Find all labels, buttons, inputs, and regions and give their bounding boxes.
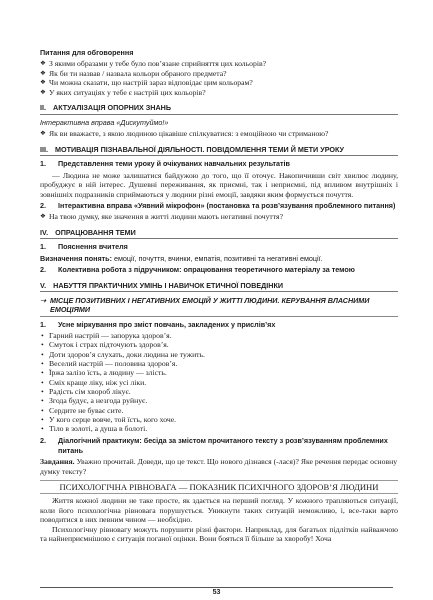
- subsection-number: 1.: [40, 159, 46, 169]
- task-line: [40, 457, 398, 476]
- subsection-title: Представлення теми уроку й очікуваних навчальних результатів: [58, 159, 290, 169]
- proverb-item: • Сердите не буває сите.: [40, 406, 398, 415]
- exercise-title: Інтерактивна вправа «Дискутуймо!»: [40, 117, 169, 127]
- section-number: IV.: [40, 227, 49, 237]
- arrow-icon: ➝: [40, 295, 47, 305]
- proverb-item: • Тіло в золоті, а душа в болоті.: [40, 424, 398, 433]
- subsection-heading: [40, 265, 398, 274]
- proverb-item: • Веселий настрій — половина здоров’я.: [40, 359, 398, 368]
- proverb-item: • Радість сім хвороб лікує.: [40, 387, 398, 396]
- subsection-title: Інтерактивна вправа «Уявний мікрофон» (постановка та розв’язування проблемного питання): [58, 201, 396, 211]
- subsection-heading: [40, 201, 398, 210]
- section-heading-2: [40, 103, 398, 114]
- section-title: ОПРАЦЮВАННЯ ТЕМИ: [55, 227, 136, 237]
- proverb-item: • Їржа залізо їсть, а людину — злість.: [40, 368, 398, 377]
- subsection-title: Усне міркування про зміст повчань, закладених у прислів’ях: [58, 319, 276, 329]
- page-number: 53: [212, 589, 221, 596]
- subsection-heading: [40, 242, 398, 251]
- subsection-number: 1.: [40, 242, 46, 252]
- discussion-question: ❖ З якими образами у тебе було пов’язане сприйняття цих кольорів?: [40, 59, 398, 69]
- section-heading-3: [40, 145, 398, 156]
- proverb-list: [40, 331, 398, 433]
- discussion-question: ❖ У яких ситуаціях у тебе є настрій цих кольорів?: [40, 88, 398, 98]
- definitions-line: [40, 254, 398, 263]
- subsection-title: Діалогічний практикум: бесіда за змістом прочитаного тексту з розв’язуванням проблемних питань: [58, 436, 388, 455]
- subsection-number: 2.: [40, 265, 46, 275]
- section-number: III.: [40, 144, 48, 154]
- proverb-item: • Згода будує, а незгода руйнує.: [40, 396, 398, 405]
- section-title: МОТИВАЦІЯ ПІЗНАВАЛЬНОЇ ДІЯЛЬНОСТІ. ПОВІДОМЛЕННЯ ТЕМИ Й МЕТИ УРОКУ: [55, 144, 345, 154]
- subsection-number: 2.: [40, 201, 46, 211]
- problem-question: ❖ На твою думку, яке значення в житті людини мають негативні почуття?: [40, 212, 398, 222]
- body-paragraph: Життя кожної людини не таке просте, як здається на перший погляд. У кожного трапляються ситуації, коли його психологічна рівновага порушується. Уникнути таких ситуацій неможливо, і, все-таки варто поводитися в них певним чином — необхідно.: [40, 496, 398, 525]
- subsection-number: 2.: [40, 436, 46, 446]
- topic-heading: [40, 296, 398, 317]
- proverb-item: • Смуток і страх підточують здоров’я.: [40, 340, 398, 349]
- text-title: ПСИХОЛОГІЧНА РІВНОВАГА — ПОКАЗНИК ПСИХІЧНОГО ЗДОРОВ’Я ЛЮДИНИ: [40, 480, 398, 494]
- section-title: АКТУАЛІЗАЦІЯ ОПОРНИХ ЗНАНЬ: [53, 103, 172, 113]
- definitions-text: емоції, почуття, вчинки, емпатія, позитивні та негативні емоції.: [111, 253, 323, 263]
- subsection-heading: [40, 436, 398, 455]
- proverb-item: • Гарний настрій — запорука здоров’я.: [40, 331, 398, 340]
- discussion-heading: Питання для обговорення: [40, 48, 134, 57]
- page-content: [40, 48, 398, 544]
- discussion-questions: [40, 59, 398, 97]
- section-number: V.: [40, 280, 47, 290]
- task-label: Завдання.: [40, 457, 75, 467]
- proverb-item: • Доти здоров’я слухать, доки людина не тужить.: [40, 350, 398, 359]
- discussion-question: ❖ Чи можна сказати, що настрій зараз відповідає цим кольорам?: [40, 78, 398, 88]
- subsection-title: Колективна робота з підручником: опрацювання теоретичного матеріалу за темою: [58, 265, 355, 275]
- definitions-label: Визначення понять:: [40, 253, 112, 263]
- subsection-title: Пояснення вчителя: [58, 242, 128, 252]
- discussion-question: ❖ Як би ти назвав / назвала кольори обраного предмета?: [40, 69, 398, 79]
- proverb-item: • Сміх краще ліку, ніж усі ліки.: [40, 378, 398, 387]
- section-heading-4: [40, 228, 398, 239]
- subsection-number: 1.: [40, 319, 46, 329]
- footer-divider: [40, 587, 393, 588]
- proverb-item: • У кого серце вовче, той їсть, кого хоче.: [40, 415, 398, 424]
- task-text: Уважно прочитай. Доведи, що це текст. Що нового дізнався (-лася)? Яке речення передає основну думку тексту?: [40, 457, 398, 476]
- section-number: II.: [40, 103, 46, 113]
- subsection-heading: [40, 159, 398, 168]
- subsection-heading: [40, 320, 398, 329]
- discussion-question: ❖ Як ви вважаєте, з якою людиною цікавіше спілкуватися: з емоційною чи стриманою?: [40, 129, 398, 139]
- section-heading-5: [40, 281, 398, 292]
- topic-title: МІСЦЕ ПОЗИТИВНИХ І НЕГАТИВНИХ ЕМОЦІЙ У ЖИТТІ ЛЮДИНИ. КЕРУВАННЯ ВЛАСНИМИ ЕМОЦІЯМИ: [50, 295, 370, 315]
- body-paragraph: — Людина не може залишатися байдужою до того, що її оточує. Накопичивши світ хвилює людину, пробуджує в ній інтерес. Душевні переживання, як приємні, так і неприємні, під впливом внутрішніх і зовнішніх подразників сприймаються у людини різні емоції, завдяки яким формується почуття.: [40, 170, 398, 199]
- section-title: НАБУТТЯ ПРАКТИЧНИХ УМІНЬ І НАВИЧОК ЕТИЧНОЇ ПОВЕДІНКИ: [53, 280, 283, 290]
- body-paragraph: Психологічну рівновагу можуть порушити різні фактори. Наприклад, для багатьох підлітків найважчою та найнеприємнішою є ситуація поганої оцінки. Вони бояться її більше за хворобу! Хоча: [40, 524, 398, 544]
